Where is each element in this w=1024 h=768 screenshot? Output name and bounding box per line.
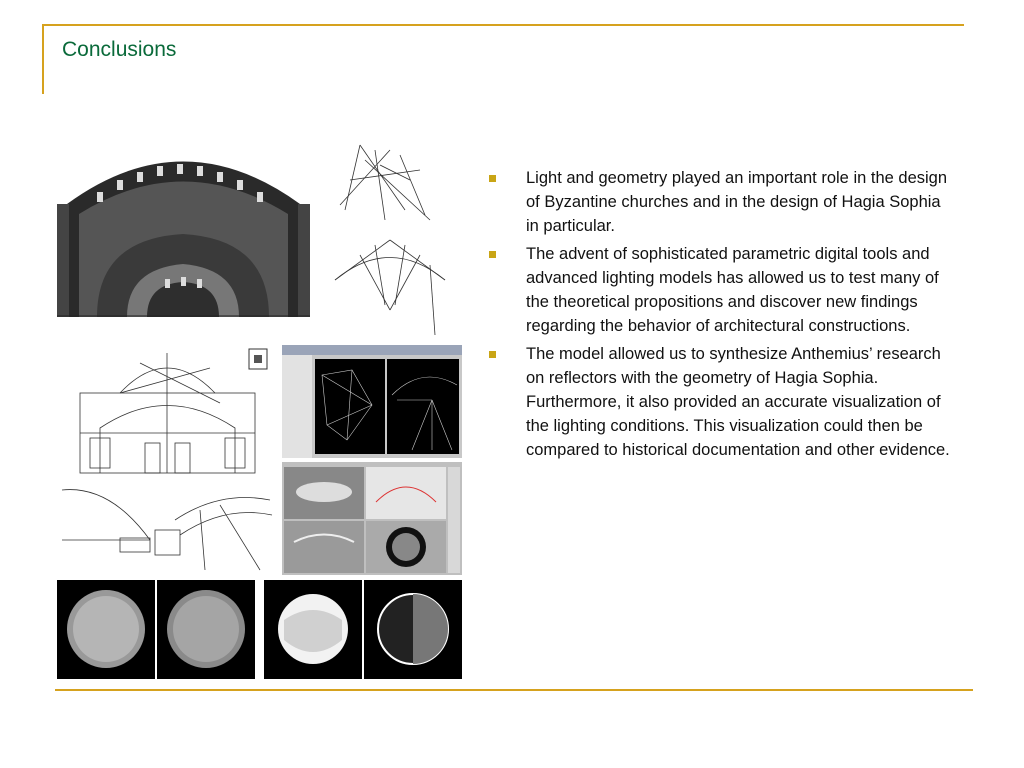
bullet-item — [487, 342, 957, 462]
bullet-text: The model allowed us to synthesize Anthemius’ research on reflectors with the geometry of Hagia Sophia. Furthermore, it also provided an accurate visualization of the lighting conditions. This visualization could then be compared to historical documentation and other evidence. — [526, 345, 950, 459]
left-rule — [42, 24, 44, 94]
bullet-text: Light and geometry played an important role in the design of Byzantine churches and in the design of Hagia Sophia in particular. — [526, 169, 948, 235]
arch-profile-details — [60, 480, 275, 575]
lighting-render-2 — [157, 580, 255, 679]
bullet-marker — [489, 351, 496, 358]
cad-software-screenshot-1 — [282, 345, 462, 458]
bullet-marker — [489, 175, 496, 182]
plan-detail-sketch — [245, 345, 273, 375]
bullet-item — [487, 242, 957, 338]
bullet-item — [487, 166, 957, 238]
cad-software-screenshot-2 — [282, 462, 462, 575]
reflector-geometry-sketches — [330, 140, 450, 340]
dome-section-engraving — [57, 144, 310, 317]
lighting-render-1 — [57, 580, 155, 679]
bullet-text: The advent of sophisticated parametric digital tools and advanced lighting models has allowed us to test many of the theoretical propositions and discover new findings regarding the behavior of architectural constructions. — [526, 245, 939, 335]
elevation-drawing — [60, 343, 275, 478]
bullet-list — [487, 166, 957, 466]
top-rule — [42, 24, 964, 26]
slide-title: Conclusions — [62, 38, 177, 61]
bottom-rule — [55, 689, 973, 691]
lighting-render-3 — [264, 580, 362, 679]
bullet-marker — [489, 251, 496, 258]
lighting-render-4 — [364, 580, 462, 679]
